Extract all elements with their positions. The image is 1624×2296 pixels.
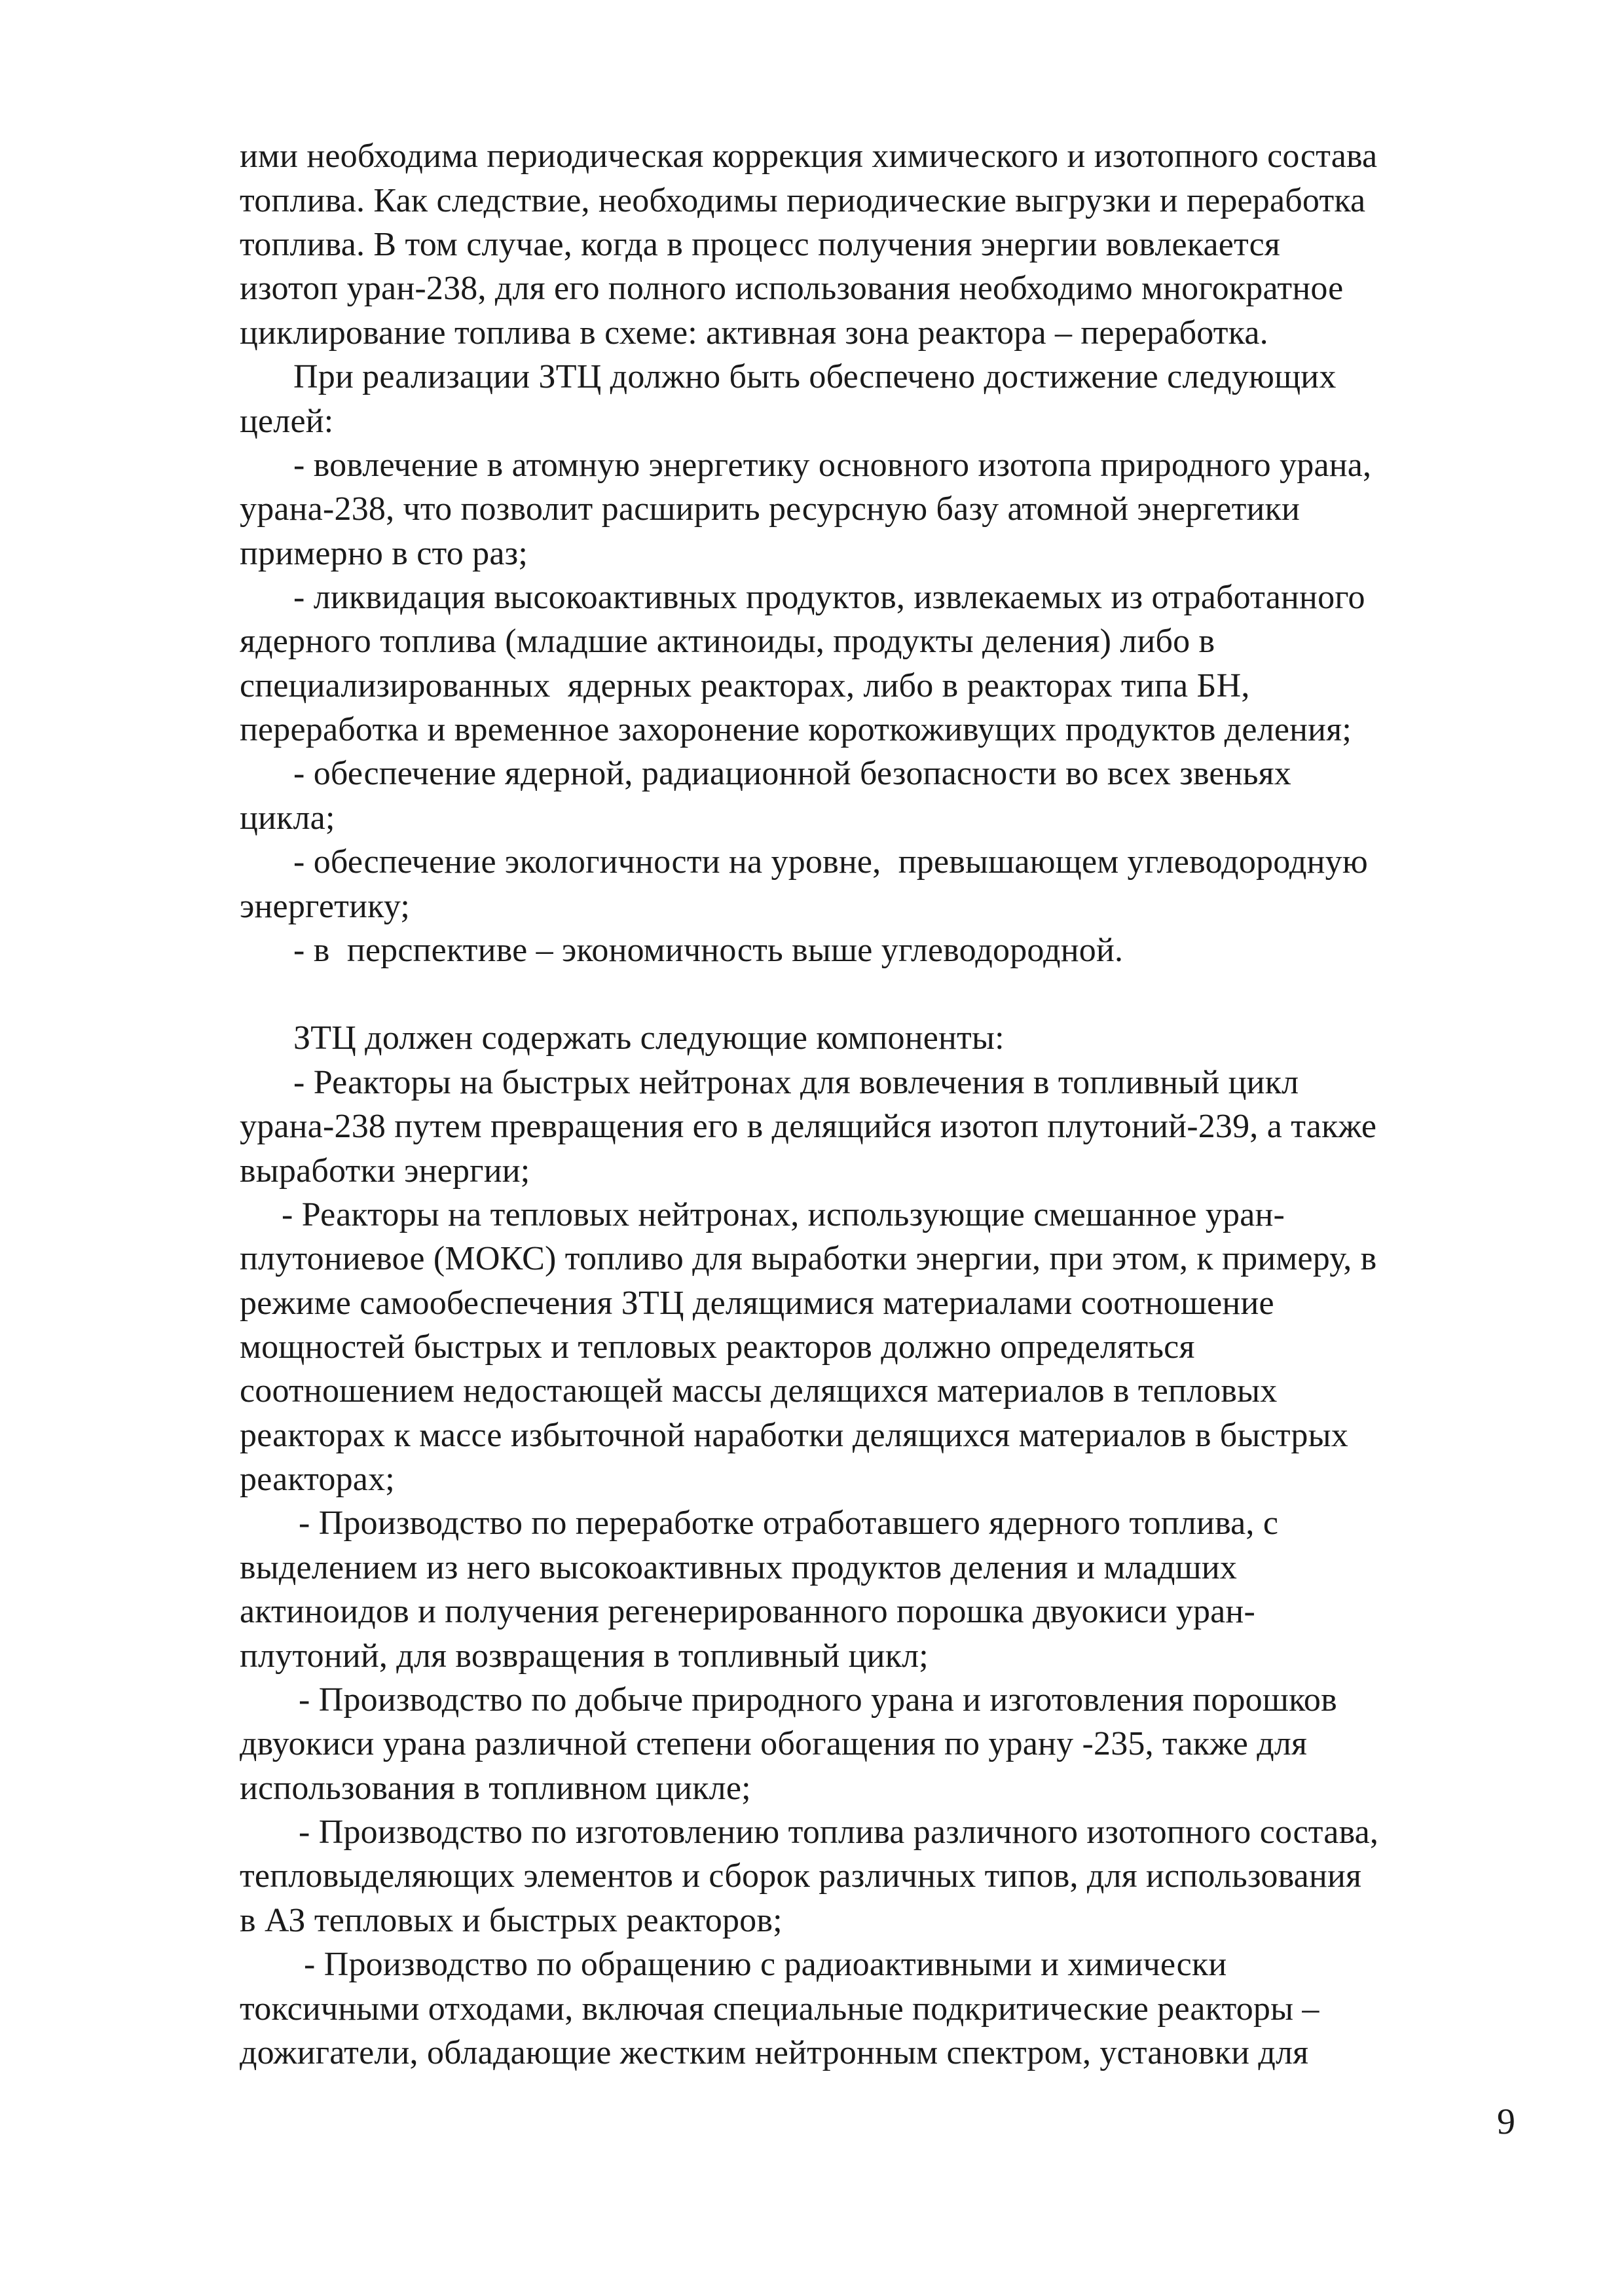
text-line: выделением из него высокоактивных продуктов деления и младших [240, 1549, 1238, 1586]
text-line: токсичными отходами, включая специальные подкритические реакторы – [240, 1990, 1320, 2028]
text-line: специализированных ядерных реакторах, либо в реакторах типа БН, [240, 667, 1250, 704]
page-number: 9 [1497, 2102, 1515, 2142]
list-item: - ликвидация высокоактивных продуктов, извлекаемых из отработанного [293, 579, 1365, 616]
text-line: реакторах; [240, 1461, 395, 1498]
list-item: - Производство по добыче природного урана и изготовления порошков [299, 1681, 1337, 1719]
text-line: целей: [240, 403, 334, 440]
text-line: примерно в сто раз; [240, 535, 528, 572]
text-line: актиноидов и получения регенерированного порошка двуокиси уран- [240, 1593, 1255, 1630]
text-line: двуокиси урана различной степени обогащения по урану -235, также для [240, 1725, 1308, 1762]
text-line: режиме самообеспечения ЗТЦ делящимися материалами соотношение [240, 1285, 1274, 1322]
list-item: - обеспечение ядерной, радиационной безопасности во всех звеньях [293, 755, 1291, 792]
text-line: выработки энергии; [240, 1152, 530, 1190]
text-line: реакторах к массе избыточной наработки делящихся материалов в быстрых [240, 1417, 1348, 1454]
text-line: При реализации ЗТЦ должно быть обеспечено достижение следующих [293, 358, 1337, 395]
text-line: плутоний, для возвращения в топливный цикл; [240, 1637, 929, 1675]
list-item: - вовлечение в атомную энергетику основного изотопа природного урана, [293, 446, 1372, 484]
text-line: переработка и временное захоронение короткоживущих продуктов деления; [240, 711, 1352, 748]
text-line: дожигатели, обладающие жестким нейтронным спектром, установки для [240, 2034, 1309, 2071]
text-line: соотношением недостающей массы делящихся материалов в тепловых [240, 1372, 1278, 1410]
text-line: тепловыделяющих элементов и сборок различных типов, для использования [240, 1857, 1362, 1895]
text-line: ЗТЦ должен содержать следующие компоненты: [293, 1019, 1005, 1057]
list-item: - Производство по обращению с радиоактивными и химически [304, 1946, 1227, 1983]
list-item: - в перспективе – экономичность выше углеводородной. [293, 932, 1124, 969]
list-item: - Производство по переработке отработавшего ядерного топлива, с [299, 1504, 1279, 1542]
text-line: в АЗ тепловых и быстрых реакторов; [240, 1902, 783, 1939]
text-line: ими необходима периодическая коррекция химического и изотопного состава [240, 137, 1378, 175]
text-line: урана-238 путем превращения его в делящийся изотоп плутоний-239, а также [240, 1108, 1377, 1145]
text-line: топлива. Как следствие, необходимы периодические выгрузки и переработка [240, 182, 1366, 219]
text-line: плутониевое (МОКС) топливо для выработки энергии, при этом, к примеру, в [240, 1240, 1377, 1277]
text-line: мощностей быстрых и тепловых реакторов должно определяться [240, 1328, 1195, 1366]
text-line: урана-238, что позволит расширить ресурсную базу атомной энергетики [240, 490, 1301, 528]
text-line: циклирование топлива в схеме: активная зона реактора – переработка. [240, 314, 1268, 352]
list-item: - Реакторы на тепловых нейтронах, использующие смешанное уран- [282, 1196, 1285, 1233]
list-item: - Производство по изготовлению топлива различного изотопного состава, [299, 1813, 1379, 1851]
text-line: энергетику; [240, 888, 410, 925]
text-line: цикла; [240, 799, 335, 837]
text-line: топлива. В том случае, когда в процесс получения энергии вовлекается [240, 226, 1281, 263]
text-line: использования в топливном цикле; [240, 1770, 751, 1807]
list-item: - Реакторы на быстрых нейтронах для вовлечения в топливный цикл [293, 1064, 1299, 1101]
list-item: - обеспечение экологичности на уровне, превышающем углеводородную [293, 843, 1368, 881]
text-line: ядерного топлива (младшие актиноиды, продукты деления) либо в [240, 623, 1215, 660]
text-line: изотоп уран-238, для его полного использования необходимо многократное [240, 270, 1344, 307]
